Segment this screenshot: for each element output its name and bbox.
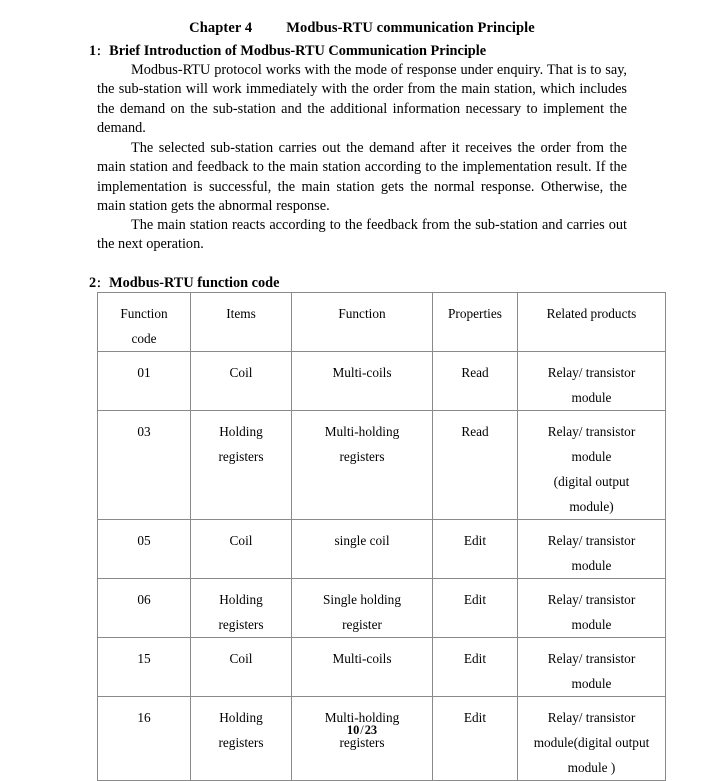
paragraph-2: The selected sub-station carries out the demand after it receives the order from the main station and feedback to the main station according to the implementation result. If the implementation is successful, the main station gets the normal response. Otherwise, the main station gets the abnormal response. [97,140,627,215]
cell-products-line2: module [571,617,612,632]
cell-properties: Edit [433,579,518,638]
cell-function [292,638,433,697]
cell-products-line1: Relay/ transistor [547,592,636,607]
cell-code: 15 [98,638,191,697]
cell-products [518,638,666,697]
header-function-code-line2: code [131,331,157,346]
cell-products [518,520,666,579]
cell-items [191,638,292,697]
table-row [98,638,666,697]
cell-products-line2: module(digital output [533,735,650,750]
cell-products [518,352,666,411]
cell-products-line1: Relay/ transistor [547,424,636,439]
cell-items-line2: registers [218,449,264,464]
cell-function-line2: register [342,617,382,632]
function-code-table [97,292,666,781]
cell-properties: Edit [433,638,518,697]
table-row [98,697,666,781]
footer-separator: / [360,723,364,737]
table-row [98,411,666,520]
cell-items [191,697,292,781]
cell-function [292,352,433,411]
cell-items [191,579,292,638]
table-row [98,520,666,579]
cell-items-line1: Coil [229,651,253,666]
cell-products-line3: (digital output [553,474,630,489]
section-1-text: Brief Introduction of Modbus-RTU Communication Principle [109,43,487,59]
paragraph-3: The main station reacts according to the feedback from the sub-station and carries out the next operation. [97,217,627,253]
cell-items-line1: Holding [219,592,263,607]
cell-products-line1: Relay/ transistor [547,710,636,725]
section-1-number: 1 [89,43,97,59]
cell-function [292,579,433,638]
header-function: Function [292,293,433,352]
cell-function-line1: Multi-coils [332,365,392,380]
cell-function-line1: Multi-holding [324,710,400,725]
header-properties: Properties [433,293,518,352]
table-row [98,579,666,638]
header-related-products: Related products [518,293,666,352]
section-2-separator: ： [96,276,109,290]
cell-products [518,579,666,638]
cell-code: 03 [98,411,191,520]
cell-products-line1: Relay/ transistor [547,533,636,548]
cell-function [292,520,433,579]
cell-function-line1: Single holding [323,592,401,607]
footer-current-page: 10 [346,723,360,737]
chapter-title [97,19,627,38]
header-function-code [98,293,191,352]
cell-code: 05 [98,520,191,579]
cell-items [191,411,292,520]
chapter-title-text: Modbus-RTU communication Principle [286,20,535,36]
cell-code: 16 [98,697,191,781]
cell-products-line2: module [571,676,612,691]
cell-function-line1: Multi-holding [324,424,400,439]
cell-properties: Read [433,411,518,520]
cell-function [292,697,433,781]
table-row [98,352,666,411]
cell-function-line2: registers [339,735,385,750]
cell-items-line2: registers [218,617,264,632]
section-2-number: 2 [89,275,97,291]
cell-function-line1: Multi-coils [332,651,392,666]
cell-products-line2: module [571,390,612,405]
table-header-row [98,293,666,352]
cell-function [292,411,433,520]
cell-products-line1: Relay/ transistor [547,651,636,666]
cell-products-line2: module [571,558,612,573]
cell-items-line1: Holding [219,424,263,439]
section-heading-2 [89,274,629,293]
cell-properties: Read [433,352,518,411]
header-items: Items [191,293,292,352]
cell-properties: Edit [433,697,518,781]
section-2-text: Modbus-RTU function code [109,275,280,291]
footer-total-pages: 23 [364,723,378,737]
paragraph-1: Modbus-RTU protocol works with the mode of response under enquiry. That is to say, the sub-station will work immediately with the order from the main station, which includes the demand on the sub-station and the additional information necessary to implement the demand. [97,62,627,137]
section-heading-1 [89,42,629,61]
page-footer [0,722,724,738]
cell-function-line1: single coil [334,533,390,548]
header-function-code-line1: Function [120,306,168,321]
cell-items-line1: Holding [219,710,263,725]
cell-function-line2: registers [339,449,385,464]
cell-properties: Edit [433,520,518,579]
cell-products-line2: module [571,449,612,464]
section-1-separator: ： [96,44,109,58]
cell-code: 01 [98,352,191,411]
cell-items [191,520,292,579]
cell-items [191,352,292,411]
cell-items-line2: registers [218,735,264,750]
cell-products-line4: module) [569,499,614,514]
chapter-label: Chapter 4 [189,20,253,36]
cell-items-line1: Coil [229,365,253,380]
cell-code: 06 [98,579,191,638]
cell-products-line1: Relay/ transistor [547,365,636,380]
cell-items-line1: Coil [229,533,253,548]
cell-products [518,697,666,781]
cell-products-line3: module ) [567,760,616,775]
cell-products [518,411,666,520]
